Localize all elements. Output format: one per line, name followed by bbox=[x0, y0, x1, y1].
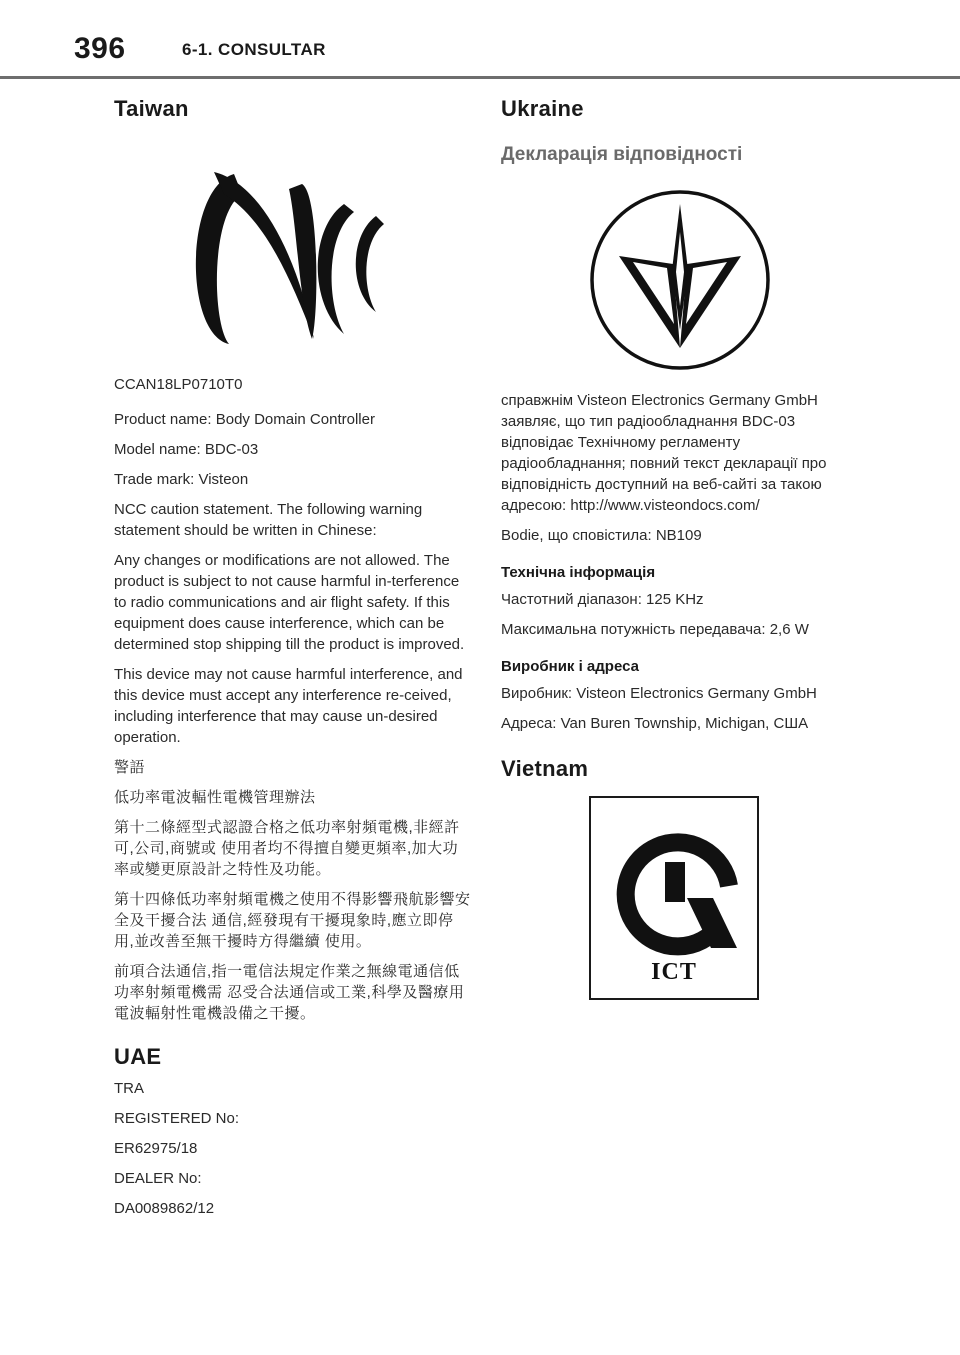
ukraine-maker-heading: Виробник і адреса bbox=[501, 658, 639, 675]
taiwan-trade-mark: Trade mark: Visteon bbox=[114, 471, 249, 488]
right-column bbox=[501, 96, 859, 1000]
vietnam-heading: Vietnam bbox=[501, 756, 589, 781]
page-number: 396 bbox=[74, 32, 126, 65]
uae-line: DEALER No: bbox=[114, 1170, 202, 1187]
ukraine-frequency: Частотний діапазон: 125 KHz bbox=[501, 591, 704, 608]
uae-heading: UAE bbox=[114, 1044, 162, 1069]
taiwan-device: This device may not cause harmful interference, and this device must accept any interference re-ceived, including interference that may cause un-desired operation. bbox=[114, 666, 463, 746]
ukraine-maker: Виробник: Visteon Electronics Germany GmbH bbox=[501, 685, 817, 702]
taiwan-code: CCAN18LP0710T0 bbox=[114, 376, 243, 393]
cjk-paragraph: 低功率電波輻性電機管理辦法 bbox=[114, 789, 316, 806]
cjk-paragraph: 警語 bbox=[114, 759, 146, 776]
cjk-paragraph: 第十四條低功率射頻電機之使用不得影響飛航影響安全及干擾合法 通信,經發現有干擾現象時,應立即停用,並改善至無干擾時方得繼續 使用。 bbox=[114, 891, 471, 950]
cjk-paragraph: 第十二條經型式認證合格之低功率射頻電機,非經許可,公司,商號或 使用者均不得擅自變更頻率,加大功率或變更原設計之特性及功能。 bbox=[114, 819, 460, 878]
taiwan-model-name: Model name: BDC-03 bbox=[114, 441, 259, 458]
taiwan-caution: NCC caution statement. The following warning statement should be written in Chinese: bbox=[114, 501, 423, 539]
ukraine-heading: Ukraine bbox=[501, 96, 584, 121]
ukraine-power: Максимальна потужність передавача: 2,6 W bbox=[501, 621, 809, 638]
uae-line: REGISTERED No: bbox=[114, 1110, 240, 1127]
uae-line: DA0089862/12 bbox=[114, 1200, 215, 1217]
ukraine-bodie: Bodie, що сповістила: NB109 bbox=[501, 527, 702, 544]
ukraine-subheading: Декларація відповідності bbox=[501, 144, 743, 165]
ncc-logo-icon bbox=[114, 134, 472, 364]
section-title: 6-1. CONSULTAR bbox=[182, 40, 326, 59]
ict-logo-icon bbox=[589, 796, 759, 1000]
ukraine-declaration: справжнім Visteon Electronics Germany GmbH заявляє, що тип радіообладнання BDC-03 відповідає Технічному регламенту радіообладнання; повний текст декларації про відповідність доступний на веб-сайті за такою адресою: http://www.visteondocs.com/ bbox=[501, 392, 827, 514]
taiwan-changes: Any changes or modifications are not allowed. The product is subject to not cause harmful in-terference to radio communications and air flight safety. If this equipment does cause interference, which can be determined stop shipping till the product is improved. bbox=[114, 552, 465, 653]
left-column bbox=[114, 96, 472, 1228]
taiwan-product-name: Product name: Body Domain Controller bbox=[114, 411, 375, 428]
ukraine-conformity-mark-icon bbox=[501, 180, 859, 380]
ukraine-tech-heading: Технічна інформація bbox=[501, 564, 656, 581]
header-rule bbox=[0, 76, 960, 79]
uae-line: TRA bbox=[114, 1080, 144, 1097]
taiwan-chinese-text bbox=[114, 757, 472, 1024]
cjk-paragraph: 前項合法通信,指一電信法規定作業之無線電通信低功率射頻電機需 忍受合法通信或工業,科學及醫療用電波輻射性電機設備之干擾。 bbox=[114, 963, 465, 1022]
ict-logo-text: ICT bbox=[651, 959, 697, 985]
taiwan-heading: Taiwan bbox=[114, 96, 189, 121]
ukraine-address: Адреса: Van Buren Township, Michigan, США bbox=[501, 715, 809, 732]
page-header bbox=[0, 0, 960, 80]
uae-line: ER62975/18 bbox=[114, 1140, 198, 1157]
